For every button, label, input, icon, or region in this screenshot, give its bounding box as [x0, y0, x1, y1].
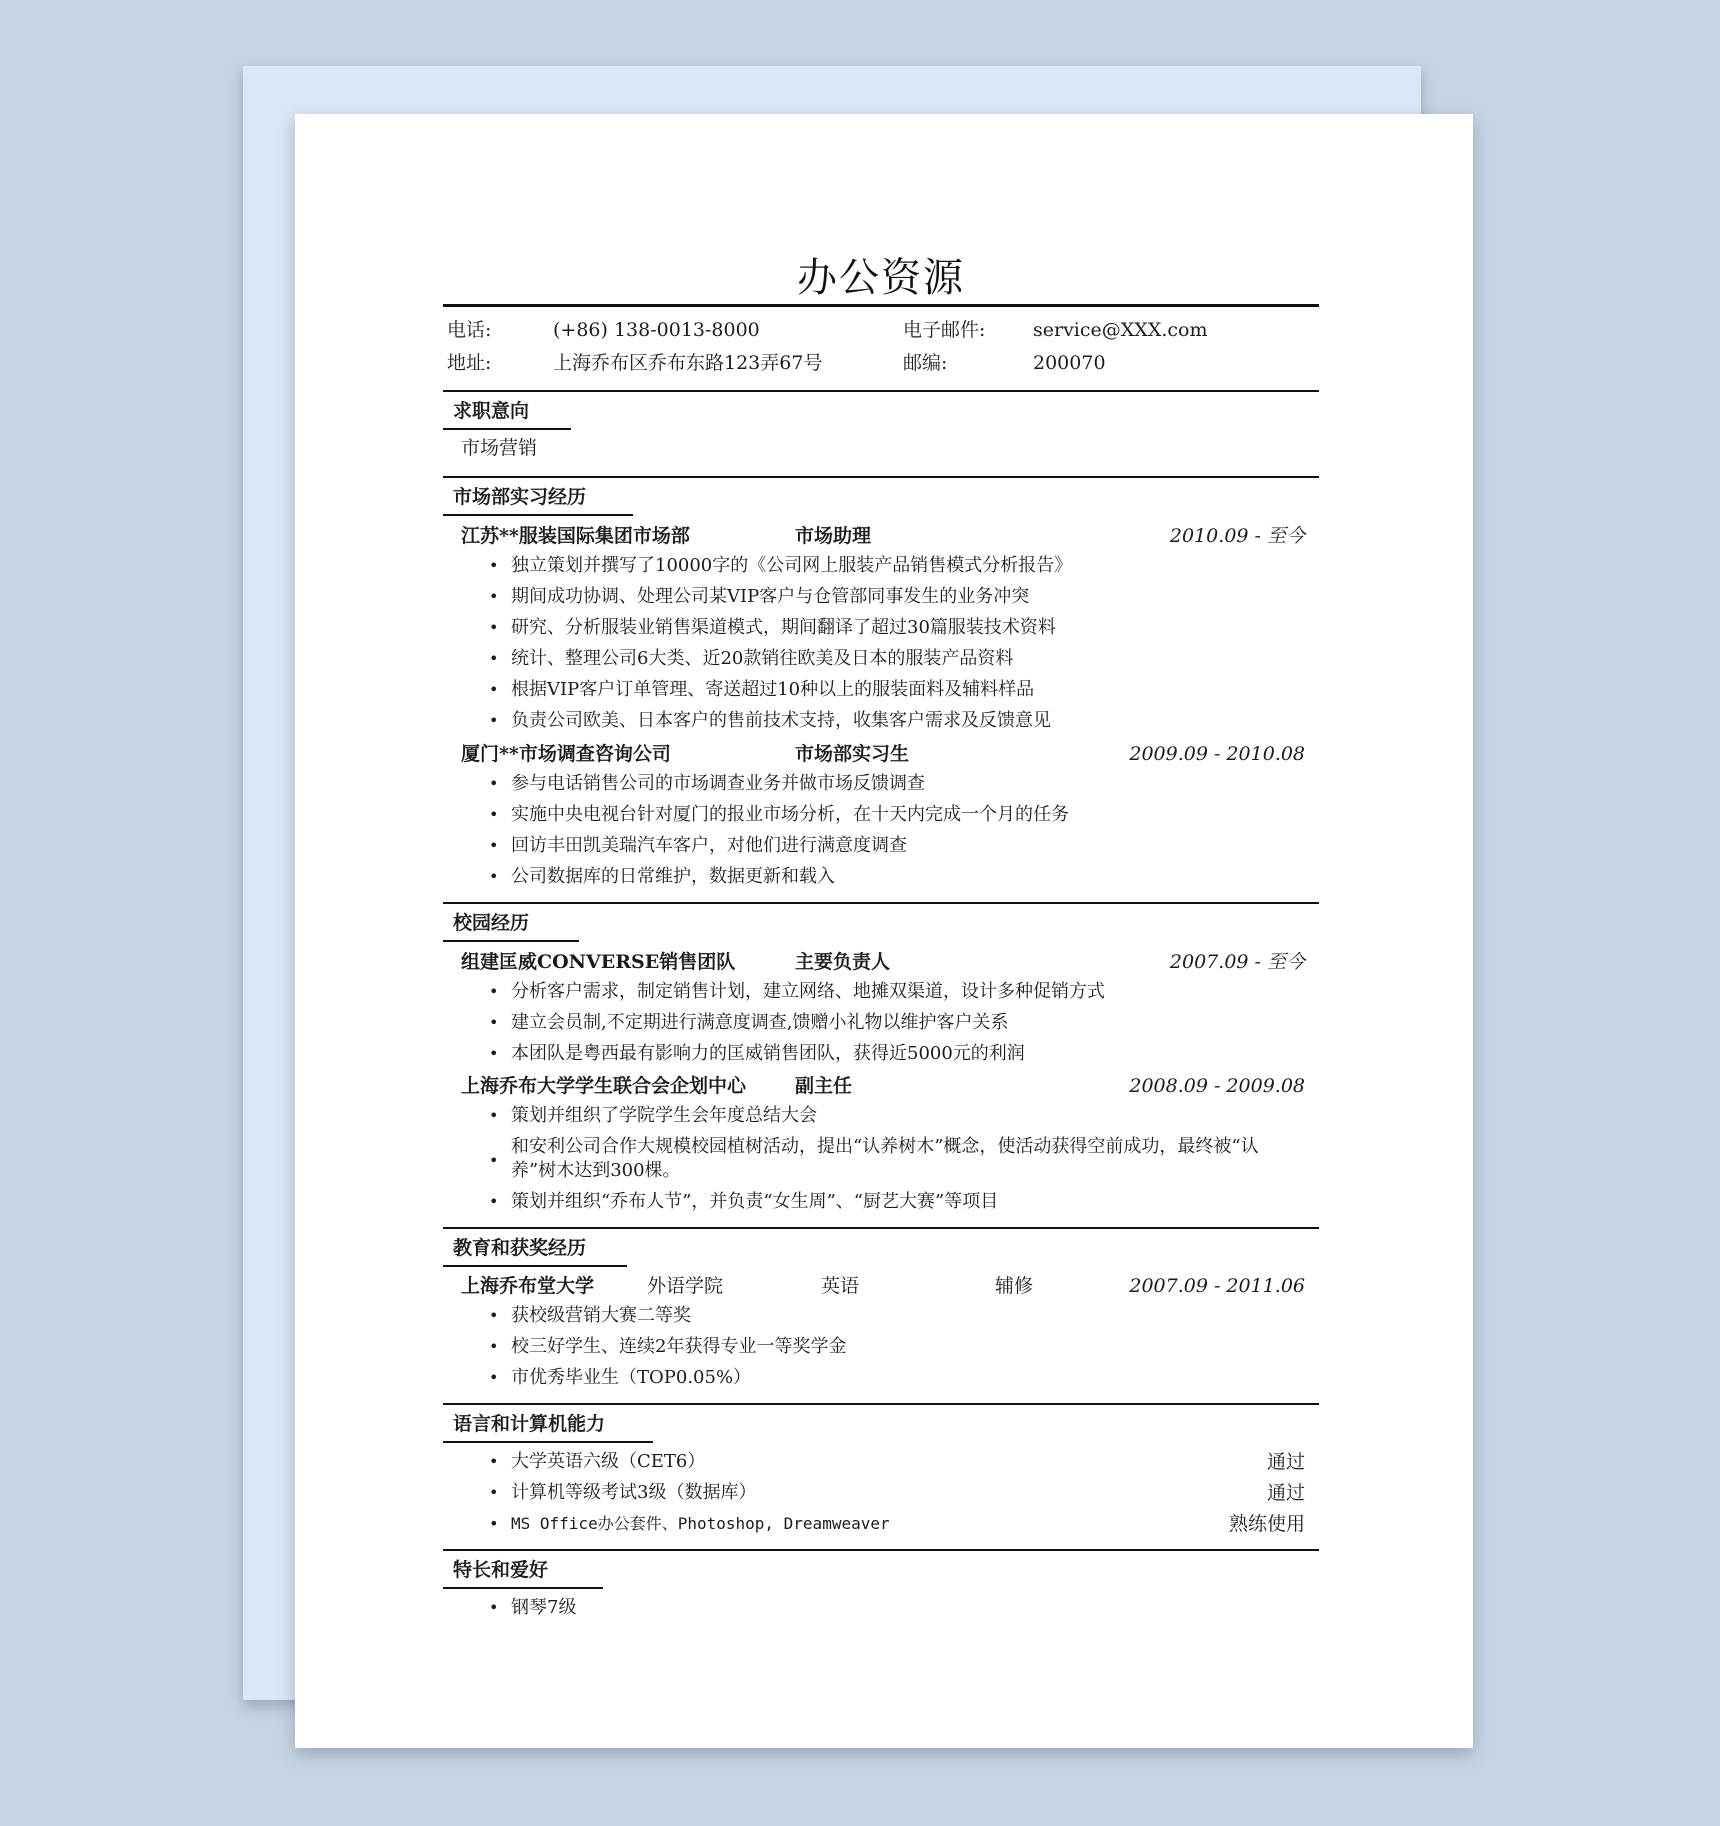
list-item: • 独立策划并撰写了10000字的《公司网上服装产品销售模式分析报告》: [511, 554, 1072, 578]
phone-value: (+86) 138-0013-8000: [553, 319, 760, 341]
list-item: • 本团队是粤西最有影响力的匡威销售团队，获得近5000元的利润: [511, 1042, 1025, 1066]
list-item: • 研究、分析服装业销售渠道模式，期间翻译了超过30篇服装技术资料: [511, 616, 1056, 640]
objective-value: 市场营销: [461, 437, 538, 459]
job-date: 2007.09 - 至今: [1169, 951, 1305, 973]
list-item: • 策划并组织了学院学生会年度总结大会: [511, 1104, 817, 1128]
list-item: • 公司数据库的日常维护，数据更新和载入: [511, 865, 835, 889]
skill-level: 通过: [1266, 1451, 1305, 1473]
title-rule: [443, 304, 1319, 307]
section-rule: [443, 1403, 1319, 1405]
list-item: • 钢琴7级: [511, 1596, 576, 1620]
hobbies-title: 特长和爱好: [443, 1557, 603, 1589]
phone-label: 电话:: [447, 319, 492, 341]
objective-title: 求职意向: [443, 398, 571, 430]
section-rule: [443, 1549, 1319, 1551]
job-role: 市场助理: [795, 525, 872, 547]
list-item: • 回访丰田凯美瑞汽车客户，对他们进行满意度调查: [511, 834, 907, 858]
list-item: • 统计、整理公司6大类、近20款销往欧美及日本的服装产品资料: [511, 647, 1013, 671]
list-item: • 市优秀毕业生（TOP0.05%）: [511, 1366, 751, 1390]
job-role: 主要负责人: [795, 951, 891, 973]
skill-level: 熟练使用: [1228, 1513, 1305, 1535]
address-value: 上海乔布区乔布东路123弄67号: [553, 352, 823, 374]
school-name: 上海乔布堂大学: [461, 1275, 595, 1297]
list-item: • 根据VIP客户订单管理、寄送超过10种以上的服装面料及辅料样品: [511, 678, 1034, 702]
list-item: • 参与电话销售公司的市场调查业务并做市场反馈调查: [511, 772, 925, 796]
job-date: 2008.09 - 2009.08: [1129, 1075, 1305, 1097]
address-label: 地址:: [447, 352, 492, 374]
job-org: 江苏**服装国际集团市场部: [461, 525, 690, 547]
list-item: • 策划并组织“乔布人节”，并负责“女生周”、“厨艺大赛”等项目: [511, 1190, 998, 1214]
campus-title: 校园经历: [443, 910, 579, 942]
education-title: 教育和获奖经历: [443, 1235, 627, 1267]
skills-title: 语言和计算机能力: [443, 1411, 653, 1443]
list-item: • 期间成功协调、处理公司某VIP客户与仓管部同事发生的业务冲突: [511, 585, 1029, 609]
section-rule: [443, 390, 1319, 392]
list-item: • 和安利公司合作大规模校园植树活动，提出“认养树木”概念，使活动获得空前成功，最终被“认养”树木达到300棵。: [511, 1135, 1291, 1183]
section-rule: [443, 902, 1319, 904]
section-rule: [443, 1227, 1319, 1229]
list-item: • 分析客户需求，制定销售计划，建立网络、地摊双渠道，设计多种促销方式: [511, 980, 1105, 1004]
minor-name: 辅修: [995, 1275, 1034, 1297]
job-org: 厦门**市场调查咨询公司: [461, 743, 671, 765]
list-item: • 实施中央电视台针对厦门的报业市场分析，在十天内完成一个月的任务: [511, 803, 1069, 827]
college-name: 外语学院: [647, 1275, 724, 1297]
skill-name: • 大学英语六级（CET6）: [511, 1450, 705, 1474]
education-date: 2007.09 - 2011.06: [1129, 1275, 1305, 1297]
list-item: • 建立会员制,不定期进行满意度调查,馈赠小礼物以维护客户关系: [511, 1011, 1008, 1035]
job-role: 副主任: [795, 1075, 853, 1097]
internship-title: 市场部实习经历: [443, 484, 633, 516]
email-value: service@XXX.com: [1033, 319, 1208, 341]
list-item: • 校三好学生、连续2年获得专业一等奖学金: [511, 1335, 846, 1359]
job-org: 组建匡威CONVERSE销售团队: [461, 951, 736, 973]
document-title: 办公资源: [797, 255, 965, 301]
major-name: 英语: [821, 1275, 860, 1297]
section-rule: [443, 476, 1319, 478]
job-org: 上海乔布大学学生联合会企划中心: [461, 1075, 747, 1097]
list-item: • 获校级营销大赛二等奖: [511, 1304, 691, 1328]
skill-name: • 计算机等级考试3级（数据库）: [511, 1481, 756, 1505]
job-role: 市场部实习生: [795, 743, 910, 765]
job-date: 2010.09 - 至今: [1169, 525, 1305, 547]
resume-page: [295, 114, 1473, 1748]
list-item: • 负责公司欧美、日本客户的售前技术支持，收集客户需求及反馈意见: [511, 709, 1051, 733]
zip-label: 邮编:: [903, 352, 948, 374]
job-date: 2009.09 - 2010.08: [1129, 743, 1305, 765]
zip-value: 200070: [1033, 352, 1106, 374]
skill-name: • MS Office办公套件、Photoshop, Dreamweaver: [511, 1512, 890, 1536]
skill-level: 通过: [1266, 1482, 1305, 1504]
email-label: 电子邮件:: [903, 319, 986, 341]
